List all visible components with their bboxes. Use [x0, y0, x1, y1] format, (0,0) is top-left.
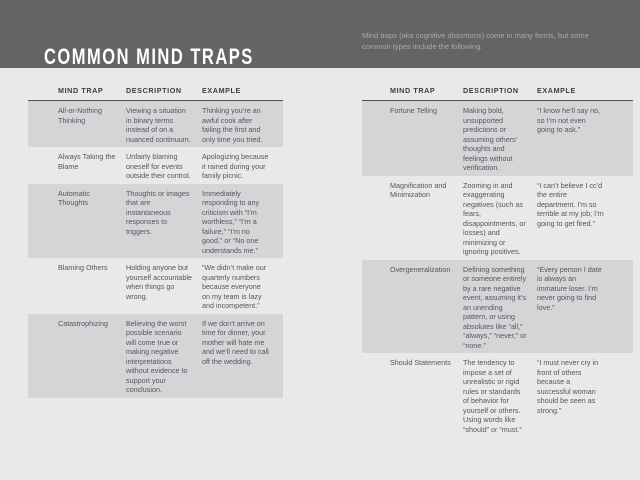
table-row — [362, 260, 633, 354]
trap-name-cell: Overgeneralization — [390, 264, 451, 274]
trap-name-cell: Blaming Others — [58, 263, 108, 272]
column-header-description: DESCRIPTION — [126, 86, 182, 95]
trap-name-cell: Magnification and Minimization — [390, 180, 447, 199]
example-cell: Thinking you’re an awful cook after failing the first and only time you tried. — [202, 106, 263, 144]
table-row — [28, 184, 283, 259]
trap-name-cell: All-or-Nothing Thinking — [58, 106, 102, 125]
table-row — [28, 314, 283, 398]
page-title: COMMON MIND TRAPS — [44, 43, 254, 69]
mind-traps-table-right — [362, 86, 633, 437]
column-header-example: EXAMPLE — [202, 86, 241, 95]
table-row — [28, 101, 283, 147]
trap-name-cell: Automatic Thoughts — [58, 188, 90, 207]
example-cell: “I know he’ll say no, so I’m not even going to ask.” — [537, 106, 601, 134]
table-row — [362, 353, 633, 437]
column-header-mind-trap: MIND TRAP — [390, 86, 436, 95]
example-cell: If we don’t arrive on time for dinner, your mother will hate me and we’ll need to call off the wedding. — [202, 318, 269, 366]
table-row — [28, 147, 283, 184]
description-cell: Unfairly blaming oneself for events outside their control. — [126, 152, 191, 180]
trap-name-cell: Always Taking the Blame — [58, 152, 116, 171]
description-cell: The tendency to impose a set of unrealistic or rigid rules or standards of behavior for yourself or others. Using words like “should” or “must.” — [463, 358, 522, 434]
description-cell: Believing the worst possible scenario will come true or making negative interpretations without evidence to support your conclusion. — [126, 318, 188, 394]
example-cell: Apologizing because it rained during your family picnic. — [202, 152, 269, 180]
description-cell: Holding anyone but yourself accountable when things go wrong. — [126, 263, 192, 301]
table-row — [28, 258, 283, 314]
intro-text: Mind traps (aka cognitive distortions) come in many forms, but some common types include the following: — [362, 31, 589, 51]
trap-name-cell: Fortune Telling — [390, 106, 438, 115]
table-row — [362, 176, 633, 260]
description-cell: Viewing a situation in binary terms instead of on a nuanced continuum. — [126, 106, 191, 144]
table-row — [362, 101, 633, 176]
column-header-mind-trap: MIND TRAP — [58, 86, 104, 95]
trap-name-cell: Should Statements — [390, 358, 451, 367]
mind-traps-table-left — [28, 86, 283, 398]
example-cell: “We didn’t make our quarterly numbers because everyone on my team is lazy and incompetent.” — [202, 263, 267, 310]
table-header-row — [28, 86, 283, 101]
description-cell: Defining something or someone entirely by a rare negative event, assuming it’s an unending pattern, or using absolutes like “all,” “always,” “never,” or “none.” — [463, 264, 527, 350]
description-cell: Making bold, unsupported predictions or assuming others’ thoughts and feelings without verification. — [463, 106, 518, 172]
description-cell: Zooming in and exaggerating negatives (such as fears, disappointments, or losses) and minimizing or ignoring positives. — [463, 180, 526, 256]
header-band — [0, 0, 640, 68]
column-header-description: DESCRIPTION — [463, 86, 519, 95]
example-cell: “I can’t believe I cc’d the entire department. I’m so terrible at my job; I’m going to get fired.” — [537, 180, 604, 228]
example-cell: “I must never cry in front of others because a successful woman should be seen as strong.” — [537, 358, 599, 415]
example-cell: Immediately responding to any criticism with “I’m worthless,” “I’m a failure,” “I’m no good,” or “No one understands me.” — [202, 188, 260, 255]
trap-name-cell: Catastrophizing — [58, 318, 108, 328]
column-header-example: EXAMPLE — [537, 86, 576, 95]
table-header-row — [362, 86, 633, 101]
description-cell: Thoughts or images that are instantaneous responses to triggers. — [126, 188, 190, 236]
example-cell: “Every person I date is always an immature loser. I’m never going to find love.” — [537, 264, 602, 312]
